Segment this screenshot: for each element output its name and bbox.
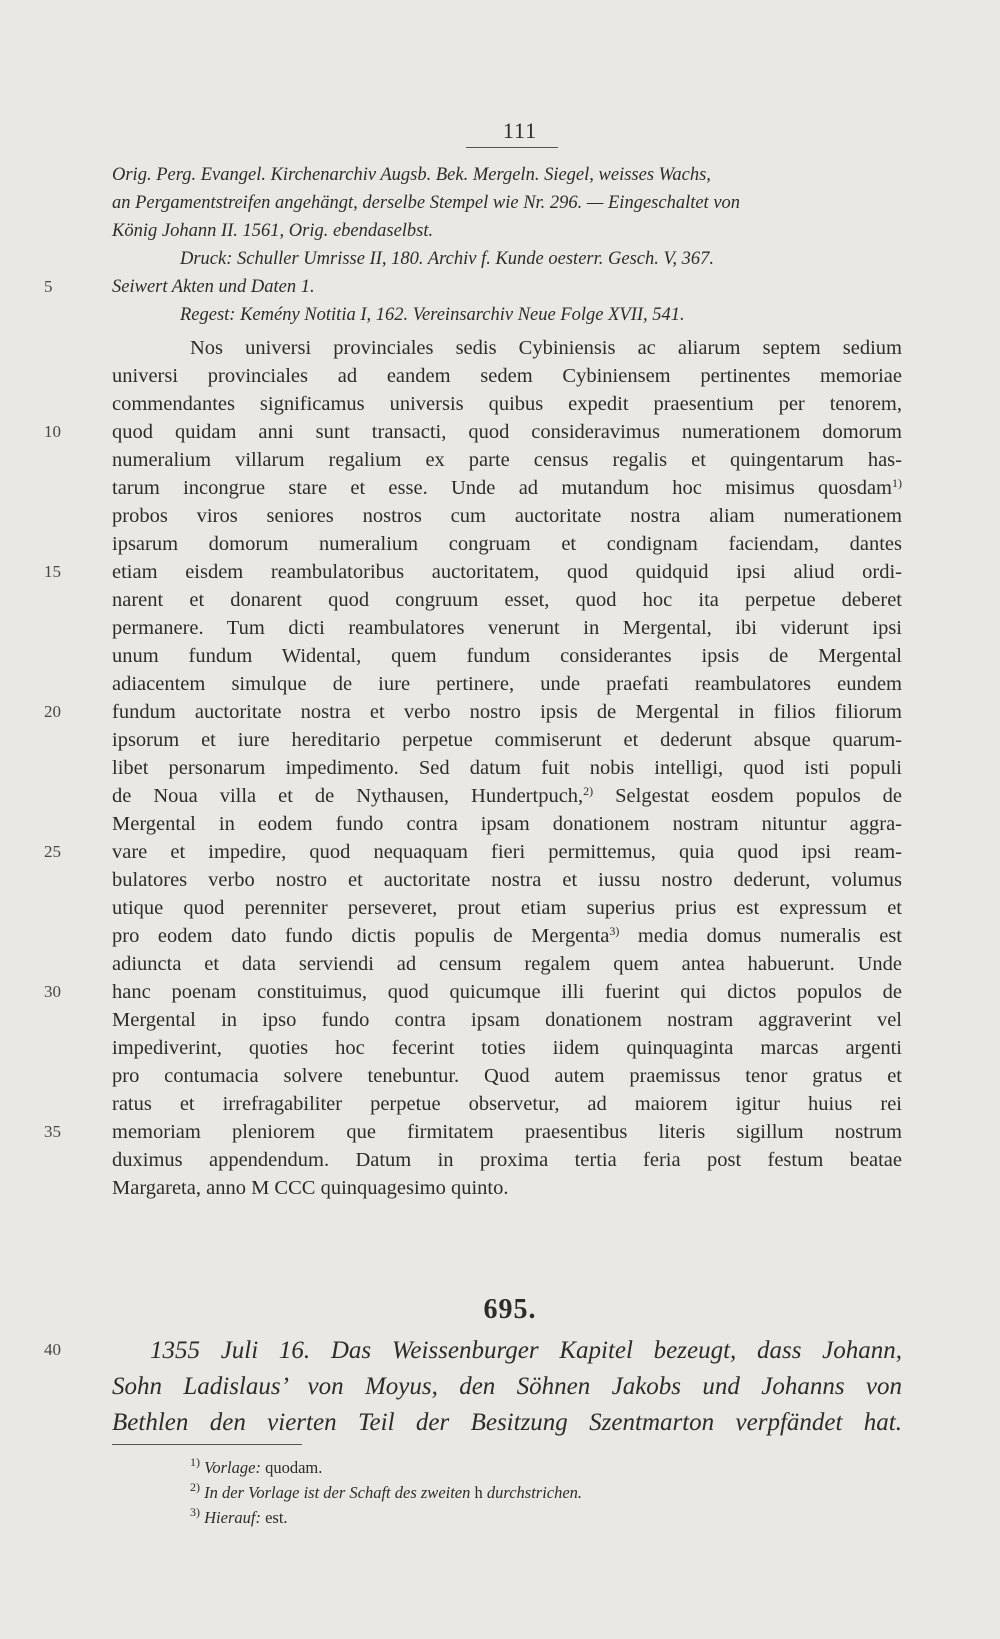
footnote-ref: 3): [609, 924, 620, 938]
footnote: [190, 1481, 910, 1505]
body-line: memoriam pleniorem que firmitatem praesentibus literis sigillum nostrum: [112, 1121, 902, 1143]
body-line: ipsorum et iure hereditario perpetue commiserunt et dederunt absque quarum-: [112, 729, 902, 751]
body-line: Mergental in eodem fundo contra ipsam donationem nostram nituntur aggra-: [112, 813, 902, 835]
body-line: etiam eisdem reambulatoribus auctoritatem, quod quidquid ipsi aliud ordi-: [112, 561, 902, 583]
source-line: Regest: Kemény Notitia I, 162. Vereinsarchiv Neue Folge XVII, 541.: [180, 305, 685, 325]
body-line: commendantes significamus universis quibus expedit praesentium per tenorem,: [112, 393, 902, 415]
body-line: narent et donarent quod congruum esset, quod hoc ita perpetue deberet: [112, 589, 902, 611]
footnote-label: In der Vorlage ist der Schaft des zweiten: [204, 1483, 471, 1502]
body-line: bulatores verbo nostro et auctoritate nostra et iussu nostro dederunt, volumus: [112, 869, 902, 891]
body-line: quod quidam anni sunt transacti, quod consideravimus numerationem domorum: [112, 421, 902, 443]
body-line: duximus appendendum. Datum in proxima tertia feria post festum beatae: [112, 1149, 902, 1171]
source-line: Druck: Schuller Umrisse II, 180. Archiv f. Kunde oesterr. Gesch. V, 367.: [180, 249, 715, 269]
margin-line-number: 25: [44, 842, 61, 861]
margin-line-number: 35: [44, 1122, 61, 1141]
footnote-ref: 2): [583, 784, 594, 798]
source-line: an Pergamentstreifen angehängt, derselbe Stempel wie Nr. 296. — Eingeschaltet von: [112, 193, 741, 213]
body-line-text: tarum incongrue stare et esse. Unde ad mutandum hoc misimus quosdam: [112, 477, 892, 499]
body-line-text: media domus numeralis est: [619, 925, 902, 947]
body-line: pro contumacia solvere tenebuntur. Quod autem praemissus tenor gratus et: [112, 1065, 902, 1087]
body-line: hanc poenam constituimus, quod quicumque illi fuerint qui dictos populos de: [112, 981, 902, 1003]
margin-line-number: 40: [44, 1340, 61, 1359]
footnote-mark: 2): [190, 1480, 200, 1494]
body-line: vare et impedire, quod nequaquam fieri permittemus, quia quod ipsi ream-: [112, 841, 902, 863]
body-line: ipsarum domorum numeralium congruam et condignam faciendam, dantes: [112, 533, 902, 555]
body-line: unum fundum Widental, quem fundum considerantes ipsis de Mergental: [112, 645, 902, 667]
body-line: ratus et irrefragabiliter perpetue observetur, ad maiorem igitur huius rei: [112, 1093, 902, 1115]
footnote: [190, 1506, 910, 1530]
body-line: [112, 474, 902, 502]
body-line-text: Selgestat eosdem populos de: [593, 785, 903, 807]
body-line: Margareta, anno M CCC quinquagesimo quinto.: [112, 1177, 509, 1199]
body-line: [112, 922, 902, 950]
document-heading-line: Sohn Ladislaus’ von Moyus, den Söhnen Jakobs und Johanns von: [112, 1373, 902, 1400]
body-line: probos viros seniores nostros cum auctoritate nostra aliam numerationem: [112, 505, 902, 527]
footnote-mark: 1): [190, 1455, 200, 1469]
body-line: fundum auctoritate nostra et verbo nostro ipsis de Mergental in filios filiorum: [112, 701, 902, 723]
margin-line-number: 30: [44, 982, 61, 1001]
body-line-text: de Noua villa et de Nythausen, Hundertpuch,: [112, 785, 584, 807]
body-line: Nos universi provinciales sedis Cybiniensis ac aliarum septem sedium: [190, 337, 902, 359]
footnote-text: est.: [260, 1508, 288, 1527]
document-heading-line: 1355 Juli 16. Das Weissenburger Kapitel bezeugt, dass Johann,: [150, 1337, 902, 1364]
footnote-rule: [112, 1444, 302, 1445]
footnote-ref: 1): [892, 476, 902, 490]
body-line: universi provinciales ad eandem sedem Cybiniensem pertinentes memoriae: [112, 365, 902, 387]
source-line: König Johann II. 1561, Orig. ebendaselbst.: [112, 221, 434, 241]
footnote-text: h: [470, 1483, 487, 1502]
footnote: [190, 1456, 910, 1480]
body-line: [112, 782, 902, 810]
document-number: 695.: [483, 1294, 537, 1325]
margin-line-number: 20: [44, 702, 61, 721]
source-line: Seiwert Akten und Daten 1.: [112, 277, 315, 297]
body-line: libet personarum impedimento. Sed datum fuit nobis intelligi, quod isti populi: [112, 757, 902, 779]
margin-line-number: 10: [44, 422, 61, 441]
body-line: utique quod perenniter perseveret, prout etiam superius prius est expressum et: [112, 897, 902, 919]
body-line: adiuncta et data serviendi ad censum regalem quem antea habuerunt. Unde: [112, 953, 902, 975]
footnote-label: durchstrichen.: [486, 1483, 583, 1502]
footnote-label: Vorlage:: [204, 1458, 261, 1477]
body-line: adiacentem simulque de iure pertinere, unde praefati reambulatores eundem: [112, 673, 902, 695]
body-line: Mergental in ipso fundo contra ipsam donationem nostram aggraverint vel: [112, 1009, 902, 1031]
margin-line-number: 15: [44, 562, 61, 581]
body-line-text: pro eodem dato fundo dictis populis de Mergenta: [112, 925, 610, 947]
page-number: 111: [502, 118, 538, 143]
source-line: Orig. Perg. Evangel. Kirchenarchiv Augsb. Bek. Mergeln. Siegel, weisses Wachs,: [112, 165, 711, 185]
footnote-mark: 3): [190, 1505, 200, 1519]
margin-line-number: 5: [44, 277, 53, 296]
body-line: impediverint, quoties hoc fecerint toties iidem quinquaginta marcas argenti: [112, 1037, 902, 1059]
page-number-rule: [466, 147, 558, 148]
footnote-text: quodam.: [260, 1458, 323, 1477]
body-line: numeralium villarum regalium ex parte census regalis et quingentarum has-: [112, 449, 902, 471]
footnote-label: Hierauf:: [204, 1508, 261, 1527]
document-heading-line: Bethlen den vierten Teil der Besitzung Szentmarton verpfändet hat.: [112, 1409, 902, 1436]
body-line: permanere. Tum dicti reambulatores venerunt in Mergental, ibi viderunt ipsi: [112, 617, 902, 639]
